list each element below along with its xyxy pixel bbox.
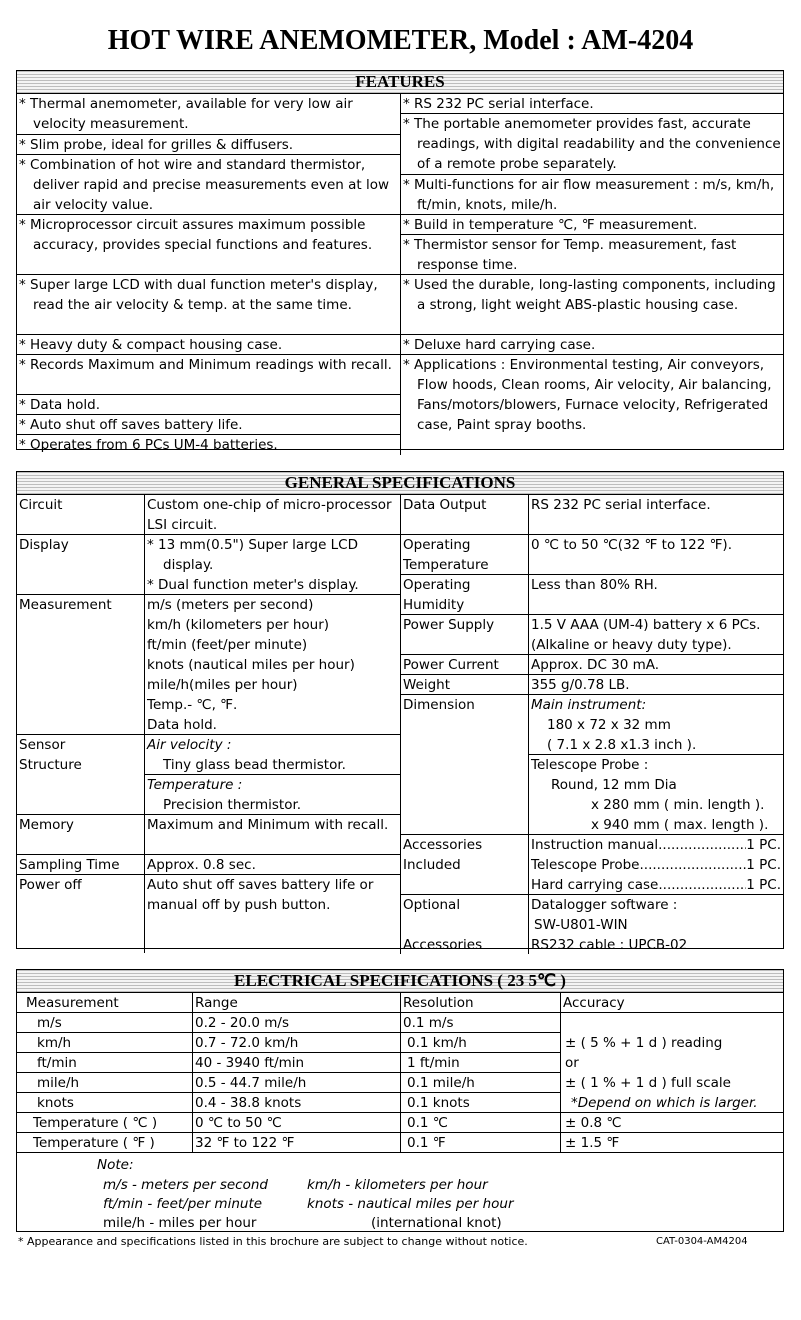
- measurement-line: km/h (kilometers per hour): [147, 617, 330, 633]
- accessories-label: Accessories: [403, 837, 483, 853]
- feature-item: * Thermistor sensor for Temp. measurement, fast response time.: [401, 235, 783, 275]
- table-cell: 0.1 knots: [401, 1093, 561, 1113]
- features-right-column: [401, 94, 783, 455]
- feature-item: * Multi-functions for air flow measurement : m/s, km/h, ft/min, knots, mile/h.: [401, 175, 783, 215]
- table-cell: 0.1 mile/h: [401, 1073, 561, 1093]
- accuracy-line: ± ( 5 % + 1 d ) reading: [565, 1035, 723, 1051]
- features-section: [16, 70, 784, 453]
- spec-value: [529, 695, 783, 835]
- spec-value: Custom one-chip of micro-processor LSI circuit.: [145, 495, 400, 535]
- accuracy-line: ± ( 1 % + 1 d ) full scale: [565, 1075, 731, 1091]
- general-specs-section: [16, 471, 784, 953]
- table-cell: ± 0.8 ℃: [561, 1113, 783, 1133]
- accuracy-column: [561, 1013, 783, 1153]
- spec-label: Circuit: [17, 495, 145, 535]
- optional-label: Optional: [403, 897, 461, 913]
- table-cell: m/s: [17, 1013, 193, 1033]
- feature-item: * Records Maximum and Minimum readings with recall.: [17, 355, 400, 395]
- dimension-main-label: Main instrument:: [531, 697, 647, 713]
- spec-label: [401, 835, 529, 895]
- general-specs-heading: GENERAL SPECIFICATIONS: [17, 472, 783, 495]
- feature-item: * Build in temperature ℃, ℉ measurement.: [401, 215, 783, 235]
- table-cell: km/h: [17, 1033, 193, 1053]
- spec-label: Operating Temperature: [401, 535, 529, 575]
- measurement-line: knots (nautical miles per hour): [147, 657, 355, 673]
- accessory-item: Hard carrying case ..... 1 PC.: [531, 875, 781, 895]
- spec-label: Operating Humidity: [401, 575, 529, 615]
- sensor-air-value: Tiny glass bead thermistor.: [163, 757, 346, 773]
- feature-item: * Data hold.: [17, 395, 400, 415]
- display-line: * Dual function meter's display.: [147, 577, 359, 593]
- spec-label: Power off: [17, 875, 145, 953]
- spec-value: 355 g/0.78 LB.: [529, 675, 783, 695]
- table-cell: 0.2 - 20.0 m/s: [193, 1013, 401, 1033]
- spec-label: Sampling Time: [17, 855, 145, 875]
- table-cell: 0.4 - 38.8 knots: [193, 1093, 401, 1113]
- feature-item: * The portable anemometer provides fast, accurate readings, with digital readability and the convenience of a remote probe separately.: [401, 114, 783, 175]
- spec-label: Weight: [401, 675, 529, 695]
- dimension-line: x 280 mm ( min. length ).: [591, 797, 765, 813]
- spec-value: [145, 735, 400, 815]
- dimension-line: 180 x 72 x 32 mm: [547, 717, 671, 733]
- column-header: Range: [193, 993, 401, 1013]
- features-heading: FEATURES: [17, 71, 783, 94]
- sensor-temp-value: Precision thermistor.: [163, 797, 302, 813]
- spec-label: Data Output: [401, 495, 529, 535]
- table-cell: knots: [17, 1093, 193, 1113]
- table-cell: mile/h: [17, 1073, 193, 1093]
- sensor-temp-label: Temperature :: [147, 777, 243, 793]
- feature-item: * Used the durable, long-lasting components, including a strong, light weight ABS-plastic housing case.: [401, 275, 783, 335]
- page-title: HOT WIRE ANEMOMETER, Model : AM-4204: [107, 25, 694, 56]
- measurement-column: [17, 1013, 193, 1153]
- table-cell: 0.1 ℉: [401, 1133, 561, 1153]
- accessories-label: Included: [403, 857, 461, 873]
- note-item: km/h - kilometers per hour: [307, 1177, 488, 1193]
- note-item: m/s - meters per second: [103, 1177, 268, 1193]
- table-cell: Temperature ( ℉ ): [17, 1133, 193, 1153]
- spec-value: [145, 595, 400, 735]
- spec-label: Display: [17, 535, 145, 595]
- spec-value: 1.5 V AAA (UM-4) battery x 6 PCs. (Alkaline or heavy duty type).: [529, 615, 783, 655]
- spec-value: [145, 535, 400, 595]
- electrical-specs-heading: ELECTRICAL SPECIFICATIONS ( 23 5℃ ): [17, 970, 783, 993]
- table-cell: 40 - 3940 ft/min: [193, 1053, 401, 1073]
- feature-item: * Thermal anemometer, available for very low air velocity measurement.: [17, 94, 400, 135]
- feature-item: * RS 232 PC serial interface.: [401, 94, 783, 114]
- disclaimer-text: * Appearance and specifications listed in this brochure are subject to change without notice.: [18, 1235, 528, 1248]
- dimension-main: [531, 695, 781, 754]
- spec-label: [17, 735, 145, 815]
- table-cell: ft/min: [17, 1053, 193, 1073]
- table-cell: 0.7 - 72.0 km/h: [193, 1033, 401, 1053]
- feature-item: * Combination of hot wire and standard thermistor, deliver rapid and precise measurements even at low air velocity value.: [17, 155, 400, 215]
- measurement-line: m/s (meters per second): [147, 597, 314, 613]
- dimension-line: x 940 mm ( max. length ).: [591, 817, 769, 833]
- accuracy-note: *Depend on which is larger.: [571, 1095, 758, 1111]
- feature-item: * Super large LCD with dual function meter's display, read the air velocity & temp. at the same time.: [17, 275, 400, 335]
- catalog-code: CAT-0304-AM4204: [656, 1236, 748, 1247]
- column-header: Resolution: [401, 993, 561, 1013]
- spec-label: Memory: [17, 815, 145, 855]
- note-item: ft/min - feet/per minute: [103, 1196, 263, 1212]
- feature-item: * Microprocessor circuit assures maximum possible accuracy, provides special functions and features.: [17, 215, 400, 275]
- display-line: * 13 mm(0.5") Super large LCD: [147, 537, 359, 553]
- accuracy-cell: [561, 1013, 783, 1113]
- sensor-air: [147, 735, 398, 774]
- dimension-probe-label: Telescope Probe :: [531, 757, 649, 773]
- feature-item: * Deluxe hard carrying case.: [401, 335, 783, 355]
- table-cell: Temperature ( ℃ ): [17, 1113, 193, 1133]
- display-line: display.: [163, 557, 214, 573]
- features-left-column: [17, 94, 401, 455]
- feature-item: * Auto shut off saves battery life.: [17, 415, 400, 435]
- spec-value: [529, 895, 783, 954]
- table-cell: 1 ft/min: [401, 1053, 561, 1073]
- note-item: (international knot): [371, 1215, 502, 1231]
- feature-item: * Slim probe, ideal for grilles & diffusers.: [17, 135, 400, 155]
- general-left-column: [17, 495, 401, 954]
- sensor-label: Sensor: [19, 737, 66, 753]
- note-item: knots - nautical miles per hour: [307, 1196, 514, 1212]
- general-right-column: [401, 495, 783, 954]
- optional-line: Datalogger software :: [531, 897, 678, 913]
- note-item: mile/h - miles per hour: [103, 1215, 257, 1231]
- table-cell: 0.1 m/s: [401, 1013, 561, 1033]
- spec-label: Dimension: [401, 695, 529, 835]
- spec-value: Approx. 0.8 sec.: [145, 855, 400, 875]
- spec-label: Power Current: [401, 655, 529, 675]
- accessory-item: Instruction manual ..... 1 PC.: [531, 835, 781, 855]
- optional-line: RS232 cable : UPCB-02: [531, 937, 688, 953]
- table-cell: ± 1.5 ℉: [561, 1133, 783, 1153]
- column-header: Measurement: [17, 993, 193, 1013]
- spec-value: 0 ℃ to 50 ℃(32 ℉ to 122 ℉).: [529, 535, 783, 575]
- feature-item: * Applications : Environmental testing, Air conveyors, Flow hoods, Clean rooms, Air velocity, Air balancing, Fans/motors/blowers, Furnace velocity, Refrigerated case, Paint spray booths.: [403, 357, 772, 433]
- feature-item: * Heavy duty & compact housing case.: [17, 335, 400, 355]
- accuracy-line: or: [565, 1055, 579, 1071]
- table-cell: 0 ℃ to 50 ℃: [193, 1113, 401, 1133]
- spec-label: [401, 895, 529, 954]
- optional-line: SW-U801-WIN: [534, 917, 628, 933]
- dimension-probe: [529, 754, 783, 835]
- column-header: Accuracy: [561, 993, 783, 1013]
- measurement-line: ft/min (feet/per minute): [147, 637, 308, 653]
- spec-label: Measurement: [17, 595, 145, 735]
- sensor-air-label: Air velocity :: [147, 737, 232, 753]
- spec-value: Auto shut off saves battery life or manual off by push button.: [147, 877, 374, 913]
- spec-value: [529, 835, 783, 895]
- measurement-line: Temp.- ℃, ℉.: [147, 697, 238, 713]
- spec-label: Power Supply: [401, 615, 529, 655]
- dimension-line: ( 7.1 x 2.8 x1.3 inch ).: [547, 737, 697, 753]
- table-cell: 0.1 km/h: [401, 1033, 561, 1053]
- dimension-line: Round, 12 mm Dia: [551, 777, 677, 793]
- optional-label: Accessories: [403, 937, 483, 953]
- resolution-column: [401, 1013, 561, 1153]
- spec-value: Approx. DC 30 mA.: [529, 655, 783, 675]
- note-block: [17, 1153, 783, 1233]
- spec-value: Maximum and Minimum with recall.: [145, 815, 400, 855]
- table-cell: 0.1 ℃: [401, 1113, 561, 1133]
- spec-value: RS 232 PC serial interface.: [529, 495, 783, 535]
- measurement-line: mile/h(miles per hour): [147, 677, 298, 693]
- feature-item: * Operates from 6 PCs UM-4 batteries.: [19, 437, 278, 453]
- measurement-line: Data hold.: [147, 717, 217, 733]
- sensor-temp: [145, 774, 400, 815]
- electrical-specs-section: [16, 969, 784, 1232]
- accessory-item: Telescope Probe ..... 1 PC.: [531, 855, 781, 875]
- spec-value: Less than 80% RH.: [529, 575, 783, 615]
- sensor-label: Structure: [19, 757, 82, 773]
- note-label: Note:: [97, 1157, 134, 1173]
- table-cell: 32 ℉ to 122 ℉: [193, 1133, 401, 1153]
- table-cell: 0.5 - 44.7 mile/h: [193, 1073, 401, 1093]
- range-column: [193, 1013, 401, 1153]
